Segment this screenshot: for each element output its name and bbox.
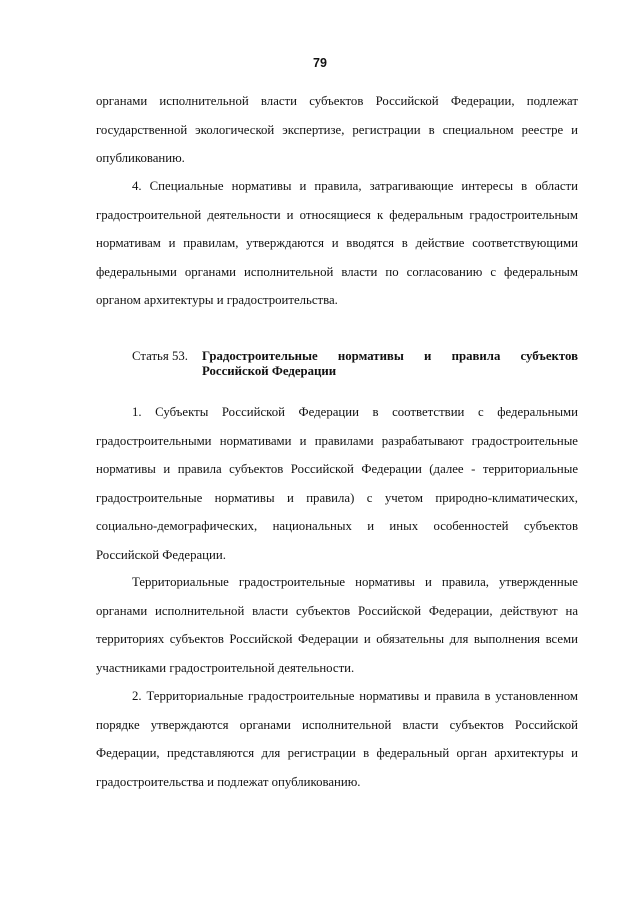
paragraph-continuation: органами исполнительной власти субъектов Российской Федерации, подлежат государственной экологической экспертизе, регистрации в специальном реестре и опубликованию.: [96, 94, 578, 165]
paragraph-item-4: 4. Специальные нормативы и правила, затрагивающие интересы в области градостроительной деятельности и относящиеся к федеральным градостроительным нормативам и правилам, утверждаются и вводятся в действие соответствующими федеральными органами исполнительной власти по согласованию с федеральным органом архитектуры и градостроительства.: [96, 179, 578, 307]
page-number: 79: [313, 56, 327, 70]
paragraph-territorial-norms: Территориальные градостроительные нормативы и правила, утвержденные органами исполнительной власти субъектов Российской Федерации, действуют на территориях субъектов Российской Федерации и обязательны для выполнения всеми участниками градостроительной деятельности.: [96, 575, 578, 675]
paragraph-item-1: 1. Субъекты Российской Федерации в соответствии с федеральными градостроительными нормативами и правилами разрабатывают градостроительные нормативы и правила субъектов Российской Федерации (далее - территориальные градостроительные нормативы и правила) с учетом природно-климатических, социально-демографических, национальных и иных особенностей субъектов Российской Федерации.: [96, 405, 578, 562]
article-label: Статья 53.: [132, 349, 188, 363]
article-title: Градостроительные нормативы и правила субъектов Российской Федерации: [202, 349, 578, 378]
paragraph-item-2: 2. Территориальные градостроительные нормативы и правила в установленном порядке утверждаются органами исполнительной власти субъектов Российской Федерации, представляются для регистрации в федеральный орган архитектуры и градостроительства и подлежат опубликованию.: [96, 689, 578, 789]
